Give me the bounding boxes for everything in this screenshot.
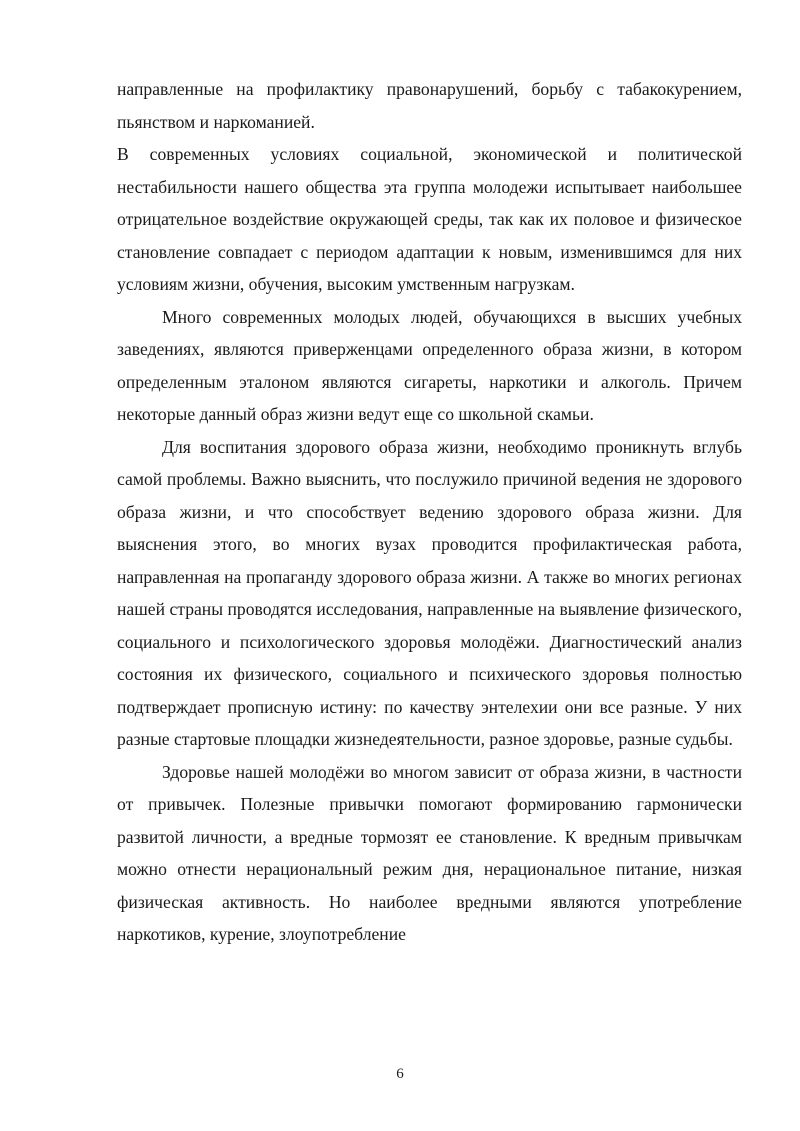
paragraph-4: Для воспитания здорового образа жизни, необходимо проникнуть вглубь самой проблемы. Важно выяснить, что послужило причиной ведения не здорового образа жизни, и что способствует ведению здорового образа жизни. Для выяснения этого, во многих вузах проводится профилактическая работа, направленная на пропаганду здорового образа жизни. А также во многих регионах нашей страны проводятся исследования, направленные на выявление физического, социального и психологического здоровья молодёжи. Диагностический анализ состояния их физического, социального и психического здоровья полностью подтверждает прописную истину: по качеству энтелехии они все разные. У них разные стартовые площадки жизнедеятельности, разное здоровье, разные судьбы. bbox=[117, 436, 742, 749]
paragraph-5: Здоровье нашей молодёжи во многом зависит от образа жизни, в частности от привычек. Полезные привычки помогают формированию гармонически развитой личности, а вредные тормозят ее становление. К вредным привычкам можно отнести нерациональный режим дня, нерациональное питание, низкая физическая активность. Но наиболее вредными являются употребление наркотиков, курение, злоупотребление bbox=[117, 761, 742, 944]
paragraph-1: направленные на профилактику правонарушений, борьбу с табакокурением, пьянством и наркоманией. bbox=[117, 79, 742, 132]
paragraph-3: Много современных молодых людей, обучающихся в высших учебных заведениях, являются приверженцами определенного образа жизни, в котором определенным эталоном являются сигареты, наркотики и алкоголь. Причем некоторые данный образ жизни ведут еще со школьной скамьи. bbox=[117, 306, 742, 424]
page-number: 6 bbox=[396, 1066, 404, 1082]
paragraph-2: В современных условиях социальной, экономической и политической нестабильности нашего общества эта группа молодежи испытывает наибольшее отрицательное воздействие окружающей среды, так как их половое и физическое становление совпадает с периодом адаптации к новым, изменившимся для них условиям жизни, обучения, высоким умственным нагрузкам. bbox=[117, 144, 742, 294]
body-text bbox=[117, 73, 742, 951]
